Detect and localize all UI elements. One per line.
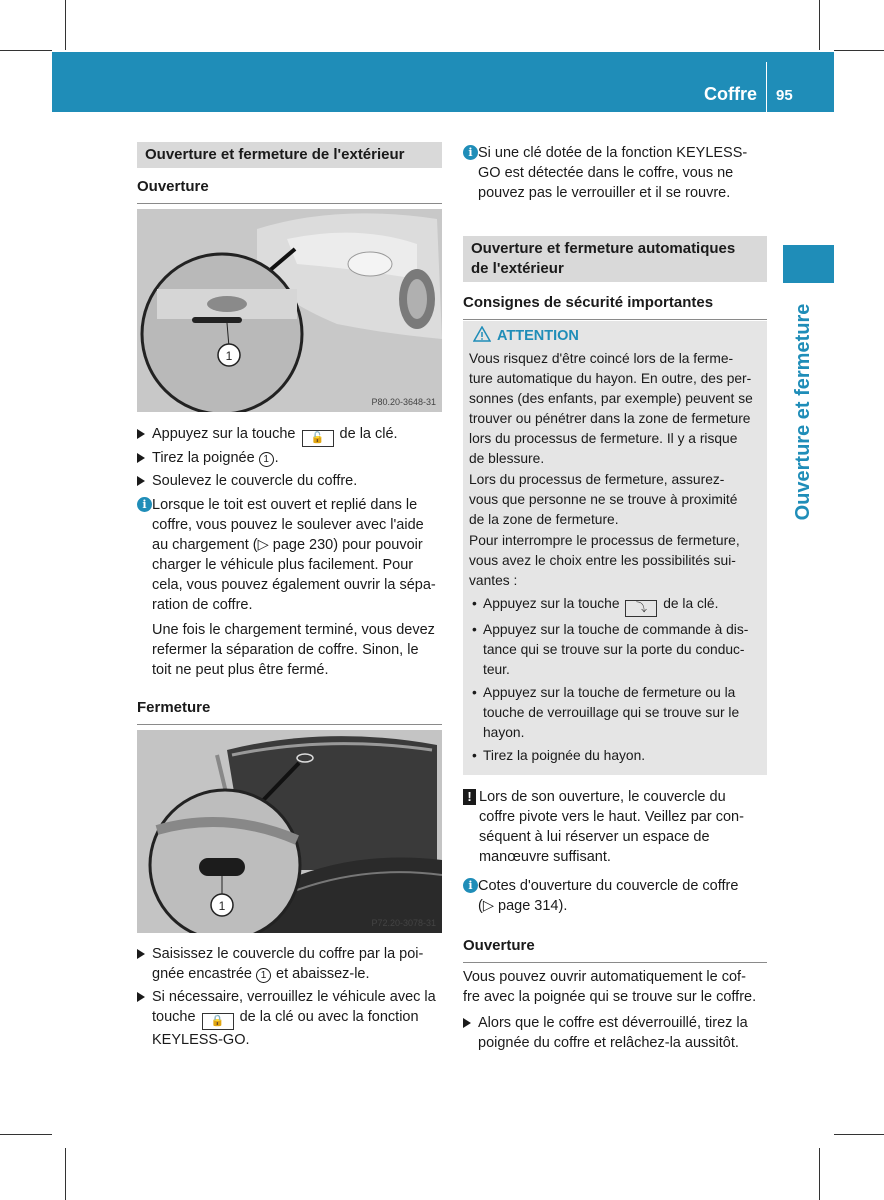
attention-bullet: • Appuyez sur la touche de commande à dis- tance qui se trouve sur la porte du conduc- teur. (469, 620, 761, 680)
step-grab-lid: Saisissez le couvercle du coffre par la poi- gnée encastrée 1 et abaissez-le. (137, 944, 447, 984)
crop-mark (834, 50, 884, 51)
step-arrow-icon (137, 429, 145, 439)
side-tab-marker (783, 245, 834, 283)
attention-paragraph: Pour interrompre le processus de fermeture, vous avez le choix entre les possibilités sui- vantes : (469, 533, 740, 588)
trunk-key-icon: ⤵ (625, 600, 657, 617)
attention-title: ATTENTION (469, 326, 761, 348)
step-arrow-icon (137, 949, 145, 959)
lock-key-icon: 🔒 (202, 1013, 234, 1030)
photo-reference-code: P80.20-3648-31 (371, 397, 436, 407)
info-icon: i (463, 145, 478, 160)
photo-reference-code: P72.20-3078-31 (371, 918, 436, 928)
crop-mark (819, 1148, 820, 1200)
car-rear-illustration (137, 209, 442, 412)
callout-number: 1 (259, 452, 274, 467)
attention-box (463, 321, 767, 775)
svg-text:1: 1 (225, 349, 233, 363)
ouverture-heading: Ouverture (137, 177, 442, 204)
step-lift-lid: Soulevez le couvercle du coffre. (137, 471, 442, 491)
unlock-key-icon: 🔓 (302, 430, 334, 447)
warning-triangle-icon (473, 326, 491, 342)
attention-paragraph: Vous risquez d'être coincé lors de la ferme- ture automatique du hayon. En outre, des per- sonnes (des enfants, par exemple) peuvent se trouver ou pénétrer dans la zone de fermeture lors du processus de fermeture. Il y a risque de blessure. (469, 351, 753, 466)
crop-mark (65, 1148, 66, 1200)
info-note-dimensions: i Cotes d'ouverture du couvercle de coffre (▷ page 314). (463, 876, 773, 916)
info-icon: i (137, 497, 152, 512)
attention-bullet: • Appuyez sur la touche de fermeture ou la touche de verrouillage qui se trouve sur le hayon. (469, 683, 761, 743)
warning-note: ! Lors de son ouverture, le couvercle du coffre pivote vers le haut. Veillez par con- séquent à lui réserver un espace de manœuvre suffisant. (463, 787, 773, 867)
safety-heading: Consignes de sécurité importantes (463, 293, 767, 320)
svg-text:1: 1 (218, 899, 226, 913)
step-pull-handle: Tirez la poignée 1 . (137, 448, 442, 468)
step-arrow-icon (463, 1018, 471, 1028)
crop-mark (834, 1134, 884, 1135)
header-divider (766, 62, 767, 112)
callout-number: 1 (256, 968, 271, 983)
attention-paragraph: Lors du processus de fermeture, assurez- vous que personne ne se trouve à proximité de la zone de fermeture. (469, 472, 738, 527)
section-title-automatic: Ouverture et fermeture automatiques de l'extérieur (463, 236, 767, 282)
crop-mark (65, 0, 66, 50)
section-title: Ouverture et fermeture de l'extérieur (137, 142, 442, 168)
step-arrow-icon (137, 992, 145, 1002)
crop-mark (819, 0, 820, 50)
fermeture-heading: Fermeture (137, 698, 442, 725)
info-note-roof: i Lorsque le toit est ouvert et replié dans le coffre, vous pouvez le soulever avec l'aide au chargement (▷ page 230) pour pouvoir charger le véhicule plus facilement. Pour cela, vous pouvez également ouvrir la sépa- ration de coffre. Une fois le chargement terminé, vous devez refermer la séparation de coffre. Sinon, le toit ne peut plus être fermé. (137, 495, 445, 680)
crop-mark (0, 1134, 52, 1135)
ouverture-text: Vous pouvez ouvrir automatiquement le cof- fre avec la poignée qui se trouve sur le coffre. (463, 969, 757, 1005)
open-trunk-illustration (137, 730, 442, 933)
info-note-keyless: i Si une clé dotée de la fonction KEYLESS- GO est détectée dans le coffre, vous ne pouvez pas le verrouiller et il se rouvre. (463, 143, 773, 203)
exclamation-icon: ! (463, 789, 476, 805)
step-press-unlock: Appuyez sur la touche 🔓 de la clé. (137, 424, 442, 447)
photo-trunk-handle (137, 209, 442, 412)
photo-trunk-closing (137, 730, 442, 933)
ouverture-heading-right: Ouverture (463, 936, 767, 963)
step-arrow-icon (137, 453, 145, 463)
step-lock-vehicle: Si nécessaire, verrouillez le véhicule avec la touche 🔒 de la clé ou avec la fonction KEYLESS-GO. (137, 987, 447, 1050)
side-tab-label: Ouverture et fermeture (792, 303, 814, 521)
info-icon: i (463, 878, 478, 893)
step-arrow-icon (137, 476, 145, 486)
page-number: 95 (776, 87, 793, 104)
attention-bullet: • Tirez la poignée du hayon. (469, 746, 761, 766)
chapter-title: Coffre (704, 84, 757, 104)
attention-bullet: • Appuyez sur la touche ⤵ de la clé. (469, 594, 761, 617)
crop-mark (0, 50, 52, 51)
step-pull-trunk-handle: Alors que le coffre est déverrouillé, tirez la poignée du coffre et relâchez-la aussitôt. (463, 1013, 773, 1053)
